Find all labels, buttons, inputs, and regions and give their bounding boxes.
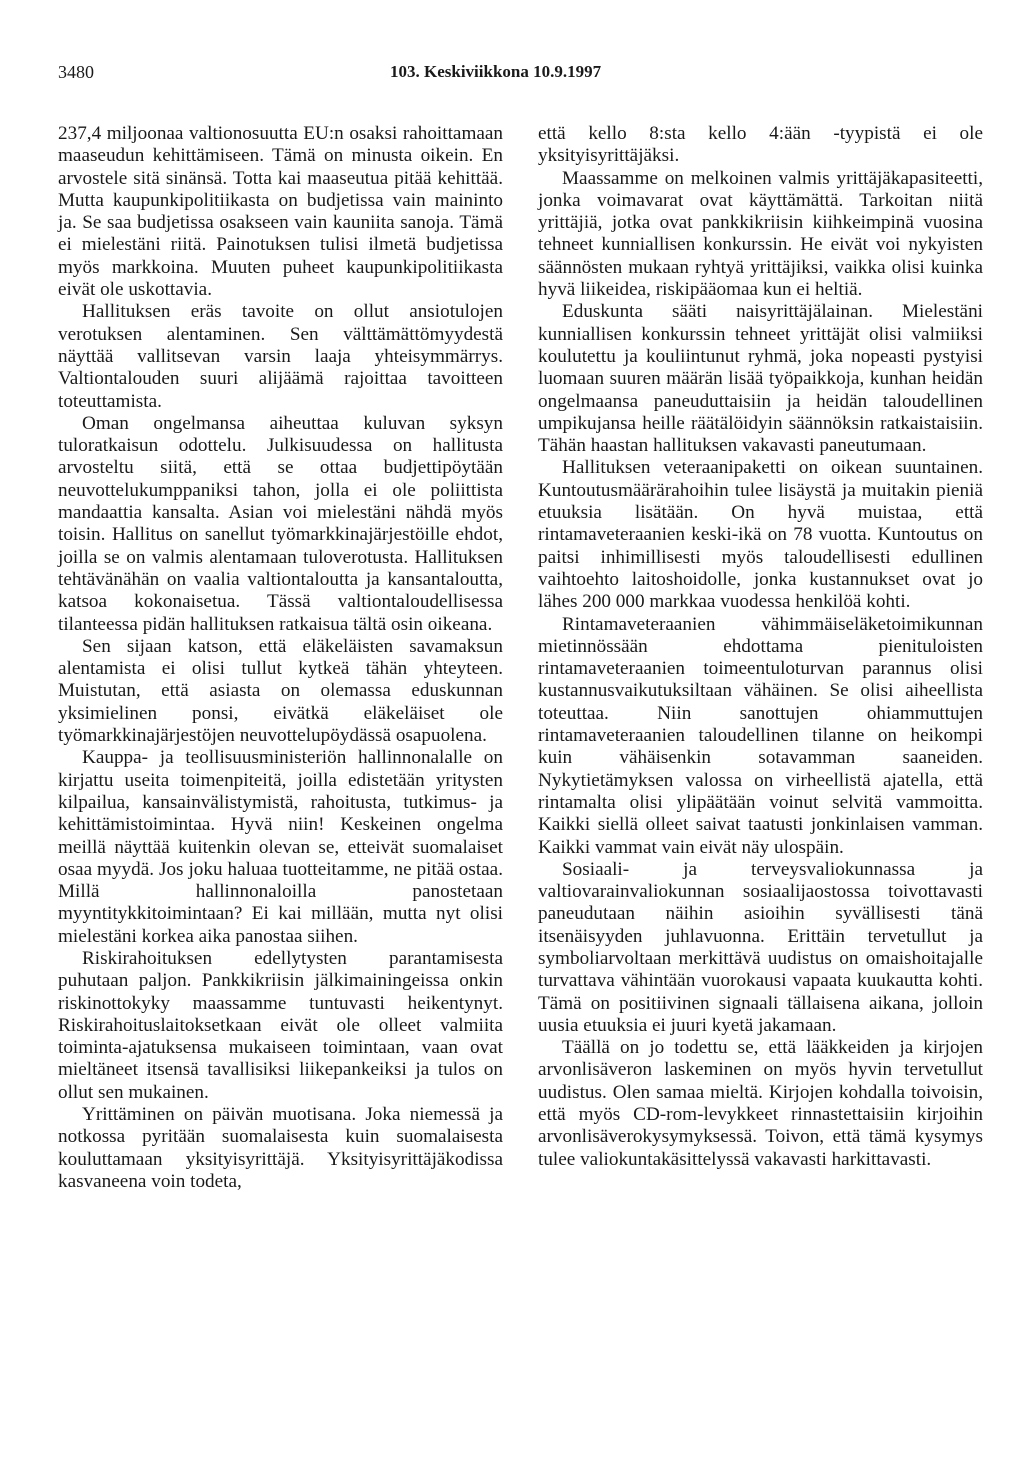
page-header [0, 62, 1024, 86]
paragraph: Sosiaali- ja terveysvaliokunnassa ja valtiovarainvaliokunnan sosiaalijaostossa toivottavasti paneudutaan näihin asioihin syvällisesti tänä itsenäisyyden juhlavuonna. Erittäin tervetullut ja symboliarvoltaan merkittävä uudistus on omaishoitajalle turvattava vähintään vuorokausi vapaata kuukautta kohti. Tämä on positiivinen signaali tällaisena aikana, jolloin uusia etuuksia ei juuri kyetä jakamaan. [538, 858, 983, 1036]
page-number: 3480 [58, 62, 94, 82]
paragraph: Maassamme on melkoinen valmis yrittäjäkapasiteetti, jonka voimavarat ovat käyttämättä. Tarkoitan niitä yrittäjiä, jotka ovat pankkikriisin kiihkeimpinä vuosina tehneet kunniallisen konkurssin. He eivät voi nykyisten säännösten mukaan ryhtyä yrittäjiksi, vaikka olisi kuinka hyvä liikeidea, riskipääomaa kun ei heltiä. [538, 167, 983, 301]
paragraph: Yrittäminen on päivän muotisana. Joka niemessä ja notkossa pyritään suomalaisesta kuin suomalaisesta kouluttamaan yksityisyrittäjä. Yksityisyrittäjäkodissa kasvaneena voin todeta, [58, 1104, 503, 1192]
paragraph: Oman ongelmansa aiheuttaa kuluvan syksyn tuloratkaisun odottelu. Julkisuudessa on hallitusta arvosteltu siitä, että se ottaa budjettipöytään neuvottelukumppaniksi tahon, jolla ei ole poliittista mandaattia kansalta. Asian voi mielestäni nähdä myös toisin. Hallitus on sanellut työmarkkinajärjestöille ehdot, joilla se on valmis alentamaan tuloverotusta. Hallituksen tehtävänähän on vaalia valtiontaloutta ja kansantaloutta, katsoa kokonaisetua. Tässä valtiontaloudellisessa tilanteessa pidän hallituksen ratkaisua tältä osin oikeana. [58, 412, 503, 635]
left-column [58, 123, 503, 1193]
paragraph: Hallituksen veteraanipaketti on oikean suuntainen. Kuntoutusmäärärahoihin tulee lisäystä ja muitakin pieniä etuuksia lisätään. On hyvä muistaa, että rintamaveteraanien keski-ikä on 78 vuotta. Kuntoutus on paitsi inhimillisesti myös taloudellisesti edullinen vaihtoehto laitoshoidolle, jonka kustannukset ovat jo lähes 200 000 markkaa vuodessa henkilöä kohti. [538, 457, 983, 613]
paragraph: Eduskunta sääti naisyrittäjälainan. Mielestäni kunniallisen konkurssin tehneet yrittäjät olisi valmiiksi koulutettu ja kouliintunut ryhmä, joka nopeasti pystyisi luomaan suuren määrän lisää työpaikkoja, kunhan heidän ongelmaansa paneuduttaisiin ja heidän taloudellinen umpikujansa heille räätälöidyin säännöksin ratkaistaisiin. Tähän haastan hallituksen vakavasti paneutumaan. [538, 301, 983, 457]
paragraph: Riskirahoituksen edellytysten parantamisesta puhutaan paljon. Pankkikriisin jälkimainingeissa onkin riskinottokyky maassamme tuntuvasti heikentynyt. Riskirahoituslaitoksetkaan eivät ole olleet valmiita toiminta-ajatuksensa mukaiseen toimintaan, vaan ovat mieltäneet itsensä tavallisiksi liikepankeiksi ja tulos on ollut sen mukainen. [58, 947, 503, 1103]
running-head: 103. Keskiviikkona 10.9.1997 [390, 62, 602, 81]
paragraph: että kello 8:sta kello 4:ään -tyypistä ei ole yksityisyrittäjäksi. [538, 123, 983, 167]
paragraph: Rintamaveteraanien vähimmäiseläketoimikunnan mietinnössään ehdottama pienituloisten rintamaveteraanien toimeentuloturvan parannus olisi kustannusvaikutuksiltaan vähäinen. Se olisi aiheellista toteuttaa. Niin sanottujen ohiammuttujen rintamaveteraanien taloudellinen tilanne on heikompi kuin vähäisenkin sotavamman saaneiden. Nykytietämyksen valossa on virheellistä ajatella, että rintamalta olisi ylipäätään voinut selvitä vammoitta. Kaikki siellä olleet saivat taatusti jonkinlaisen vamman. Kaikki vammat vain eivät näy ulospäin. [538, 613, 983, 858]
paragraph: Sen sijaan katson, että eläkeläisten savamaksun alentamista ei olisi tullut kytkeä tähän yhteyteen. Muistutan, että asiasta on olemassa eduskunnan yksimielinen ponsi, eivätkä eläkeläiset ole työmarkkinajärjestöjen neuvottelupöydässä osapuolena. [58, 635, 503, 747]
paragraph: 237,4 miljoonaa valtionosuutta EU:n osaksi rahoittamaan maaseudun kehittämiseen. Tämä on minusta oikein. En arvostele sitä sinänsä. Totta kai maaseutua pitää kehittää. Mutta kaupunkipolitiikasta on budjetissa vain maininto ja. Se saa budjetissa osakseen vain kauniita sanoja. Tämä ei mielestäni riitä. Painotuksen tulisi ilmetä budjetissa myös markkoina. Muuten puheet kaupunkipolitiikasta eivät ole uskottavia. [58, 123, 503, 301]
paragraph: Hallituksen eräs tavoite on ollut ansiotulojen verotuksen alentaminen. Sen välttämättömyydestä näyttää vallitsevan varsin laaja yhteisymmärrys. Valtiontalouden suuri alijäämä rajoittaa tavoitteen toteuttamista. [58, 301, 503, 412]
paragraph: Täällä on jo todettu se, että lääkkeiden ja kirjojen arvonlisäveron laskeminen on myös hyvin tervetullut uudistus. Olen samaa mieltä. Kirjojen kohdalla toivoisin, että myös CD-rom-levykkeet rinnastettaisiin kirjoihin arvonlisäverokysymyksessä. Toivon, että tämä kysymys tulee valiokuntakäsittelyssä vakavasti harkittavasti. [538, 1037, 983, 1170]
paragraph: Kauppa- ja teollisuusministeriön hallinnonalalle on kirjattu useita toimenpiteitä, joilla edistetään yritysten kilpailua, kansainvälistymistä, rahoitusta, tutkimus- ja kehittämistoimintaa. Hyvä niin! Keskeinen ongelma meillä näyttää kuitenkin olevan se, etteivät suomalaiset osaa myydä. Jos joku haluaa tuotteitamme, ne pitää ostaa. Millä hallinnonaloilla panostetaan myyntitykkitoimintaan? Ei kai millään, mutta nyt olisi mielestäni korkea aika panostaa siihen. [58, 747, 503, 947]
right-column [538, 123, 983, 1171]
